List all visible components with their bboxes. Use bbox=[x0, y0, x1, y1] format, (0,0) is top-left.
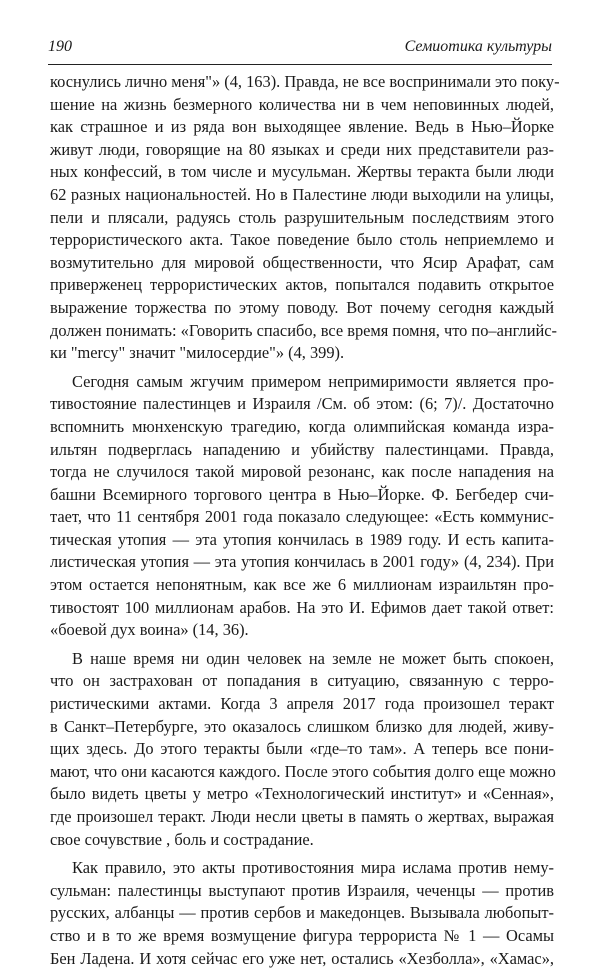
text-line: как страшное и из ряда вон выходящее явление. Ведь в Нью–Йорке bbox=[50, 117, 554, 137]
text-line: Как правило, это акты противостояния мира ислама против нему- bbox=[72, 858, 554, 878]
text-line: тивостоят 100 миллионам арабов. На это И. Ефимов дает такой ответ: bbox=[50, 597, 554, 617]
text-line: башни Всемирного торгового центра в Нью–Йорке. Ф. Бегбедер счи- bbox=[50, 484, 554, 504]
text-line: Сегодня самым жгучим примером непримиримости является про- bbox=[72, 371, 554, 391]
text-line: где произошел теракт. Люди несли цветы в память о жертвах, выражая bbox=[50, 807, 554, 826]
text-line: этом остается непонятным, как все же 6 миллионам израильтян про- bbox=[50, 575, 554, 595]
text-line: листическая утопия — эта утопия кончилась в 2001 году» (4, 234). При bbox=[50, 552, 554, 572]
text-line: шение на жизнь безмерного количества ни в чем неповинных людей, bbox=[50, 94, 554, 114]
paragraph bbox=[50, 371, 554, 642]
text-line: пели и плясали, радуясь столь разрушительным последствиям этого bbox=[50, 207, 554, 227]
text-line: тогда не случилося такой мировой резонанс, как после нападения на bbox=[50, 462, 554, 482]
text-line: 62 разных национальностей. Но в Палестине люди выходили на улицы, bbox=[50, 184, 554, 204]
text-line: щих здесь. До этого теракты были «где–то там». А теперь все пони- bbox=[50, 739, 554, 759]
body-text bbox=[50, 71, 560, 976]
text-line: коснулись лично меня"» (4, 163). Правда, не все воспринимали это поку- bbox=[50, 72, 560, 91]
text-line: «боевой дух воина» (14, 36). bbox=[50, 620, 249, 640]
paragraph bbox=[50, 857, 554, 970]
running-head bbox=[48, 38, 552, 60]
text-line: ки "mercy" значит "милосердие"» (4, 399). bbox=[50, 343, 345, 363]
text-line: террористического акта. Такое поведение было столь неприемлемо и bbox=[50, 230, 554, 250]
text-line: ство и в то же время возмущение фигура террориста № 1 — Осамы bbox=[50, 925, 554, 945]
text-line: вспомнить мюнхенскую трагедию, когда олимпийская команда изра- bbox=[50, 416, 554, 436]
text-line: выражение торжества по этому поводу. Вот почему сегодня каждый bbox=[50, 297, 554, 317]
text-line: живут люди, говорящие на 80 языках и среди них представители раз- bbox=[50, 139, 554, 159]
paragraph bbox=[50, 71, 560, 365]
text-line: сульман: палестинцы выступают против Израиля, чеченцы — против bbox=[50, 880, 554, 900]
text-line: В наше время ни один человек на земле не может быть спокоен, bbox=[72, 648, 554, 668]
header-rule bbox=[48, 64, 552, 65]
text-line: ристическими актами. Когда 3 апреля 2017 года произошел теракт bbox=[50, 694, 554, 714]
text-line: свое сочувствие , боль и сострадание. bbox=[50, 829, 314, 849]
text-line: было видеть цветы у метро «Технологический институт» и «Сенная», bbox=[50, 784, 554, 804]
page-number: 190 bbox=[48, 38, 72, 55]
paragraph bbox=[50, 648, 554, 851]
running-title: Семиотика культуры bbox=[404, 38, 552, 55]
text-line: ильтян подверглась нападению и убийству палестинцами. Правда, bbox=[50, 439, 554, 459]
text-line: что он застрахован от попадания в ситуацию, связанную с терро- bbox=[50, 671, 554, 691]
text-line: мают, что они касаются каждого. После этого события долго еще можно bbox=[50, 761, 556, 781]
text-line: тает, что 11 сентября 2001 года показало следующее: «Есть коммунис- bbox=[50, 507, 554, 527]
text-line: приверженец террористических актов, попытался подавить открытое bbox=[50, 275, 554, 295]
text-line: тивостояние палестинцев и Израиля /См. об этом: (6; 7)/. Достаточно bbox=[50, 394, 554, 414]
text-line: Бен Ладена. И хотя сейчас его уже нет, остались «Хезболла», «Хамас», bbox=[50, 948, 554, 968]
text-line: должен понимать: «Говорить спасибо, все время помня, что по–английс- bbox=[50, 320, 557, 340]
text-line: русских, албанцы — против сербов и македонцев. Вызывала любопыт- bbox=[50, 903, 554, 923]
text-line: тическая утопия — эта утопия кончилась в 1989 году. И есть капита- bbox=[50, 529, 554, 549]
text-line: возмутительно для мировой общественности, что Ясир Арафат, сам bbox=[50, 252, 554, 272]
text-line: ных конфессий, в том числе и мусульман. Жертвы теракта были люди bbox=[50, 162, 554, 182]
text-line: в Санкт–Петербурге, это оказалось слишком близко для людей, живу- bbox=[50, 716, 554, 736]
